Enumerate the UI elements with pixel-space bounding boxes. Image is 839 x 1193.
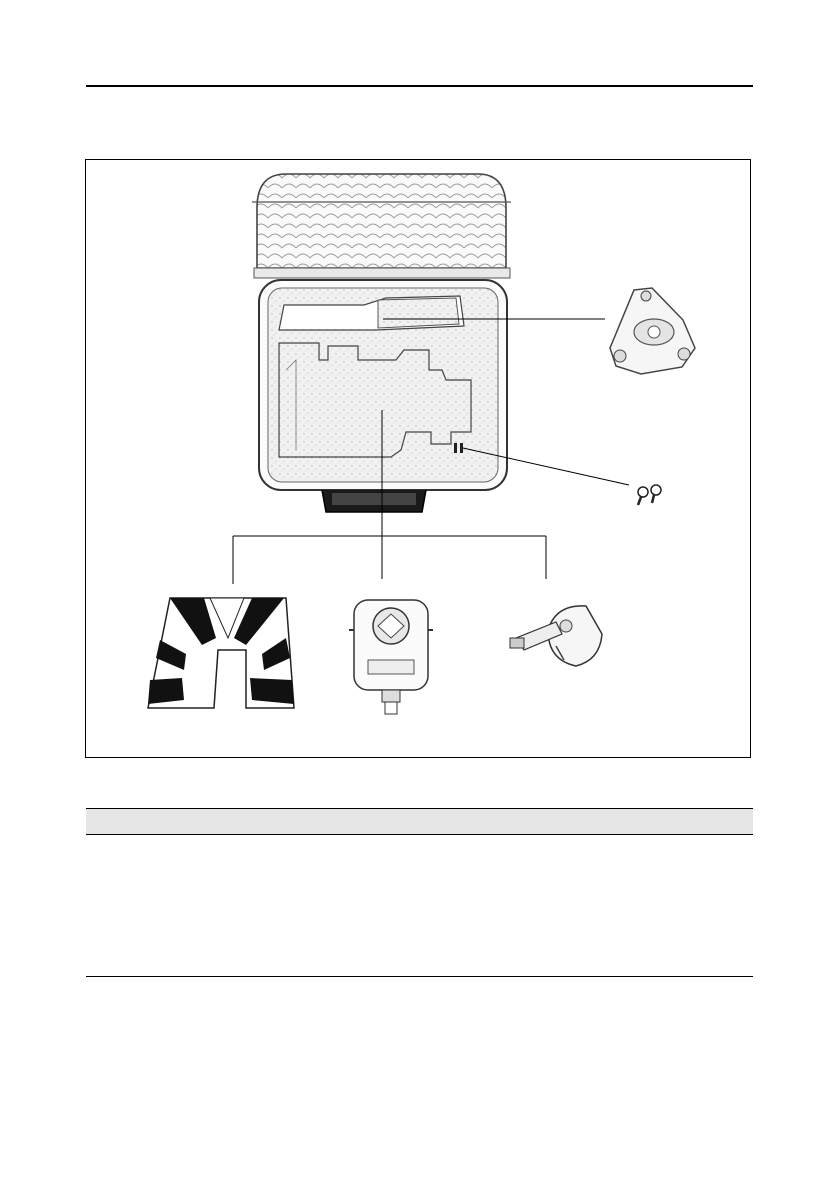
table-header-row — [86, 808, 753, 835]
header-rule — [86, 85, 753, 87]
equipment-figure — [85, 159, 751, 758]
prism-icon — [349, 600, 433, 714]
reflector-holder-icon — [148, 598, 294, 708]
keys-icon — [638, 485, 661, 505]
equipment-illustration — [86, 160, 752, 759]
laser-adapter-icon — [510, 606, 602, 666]
table-bottom-rule — [86, 976, 753, 977]
tribrach-icon — [610, 288, 695, 374]
